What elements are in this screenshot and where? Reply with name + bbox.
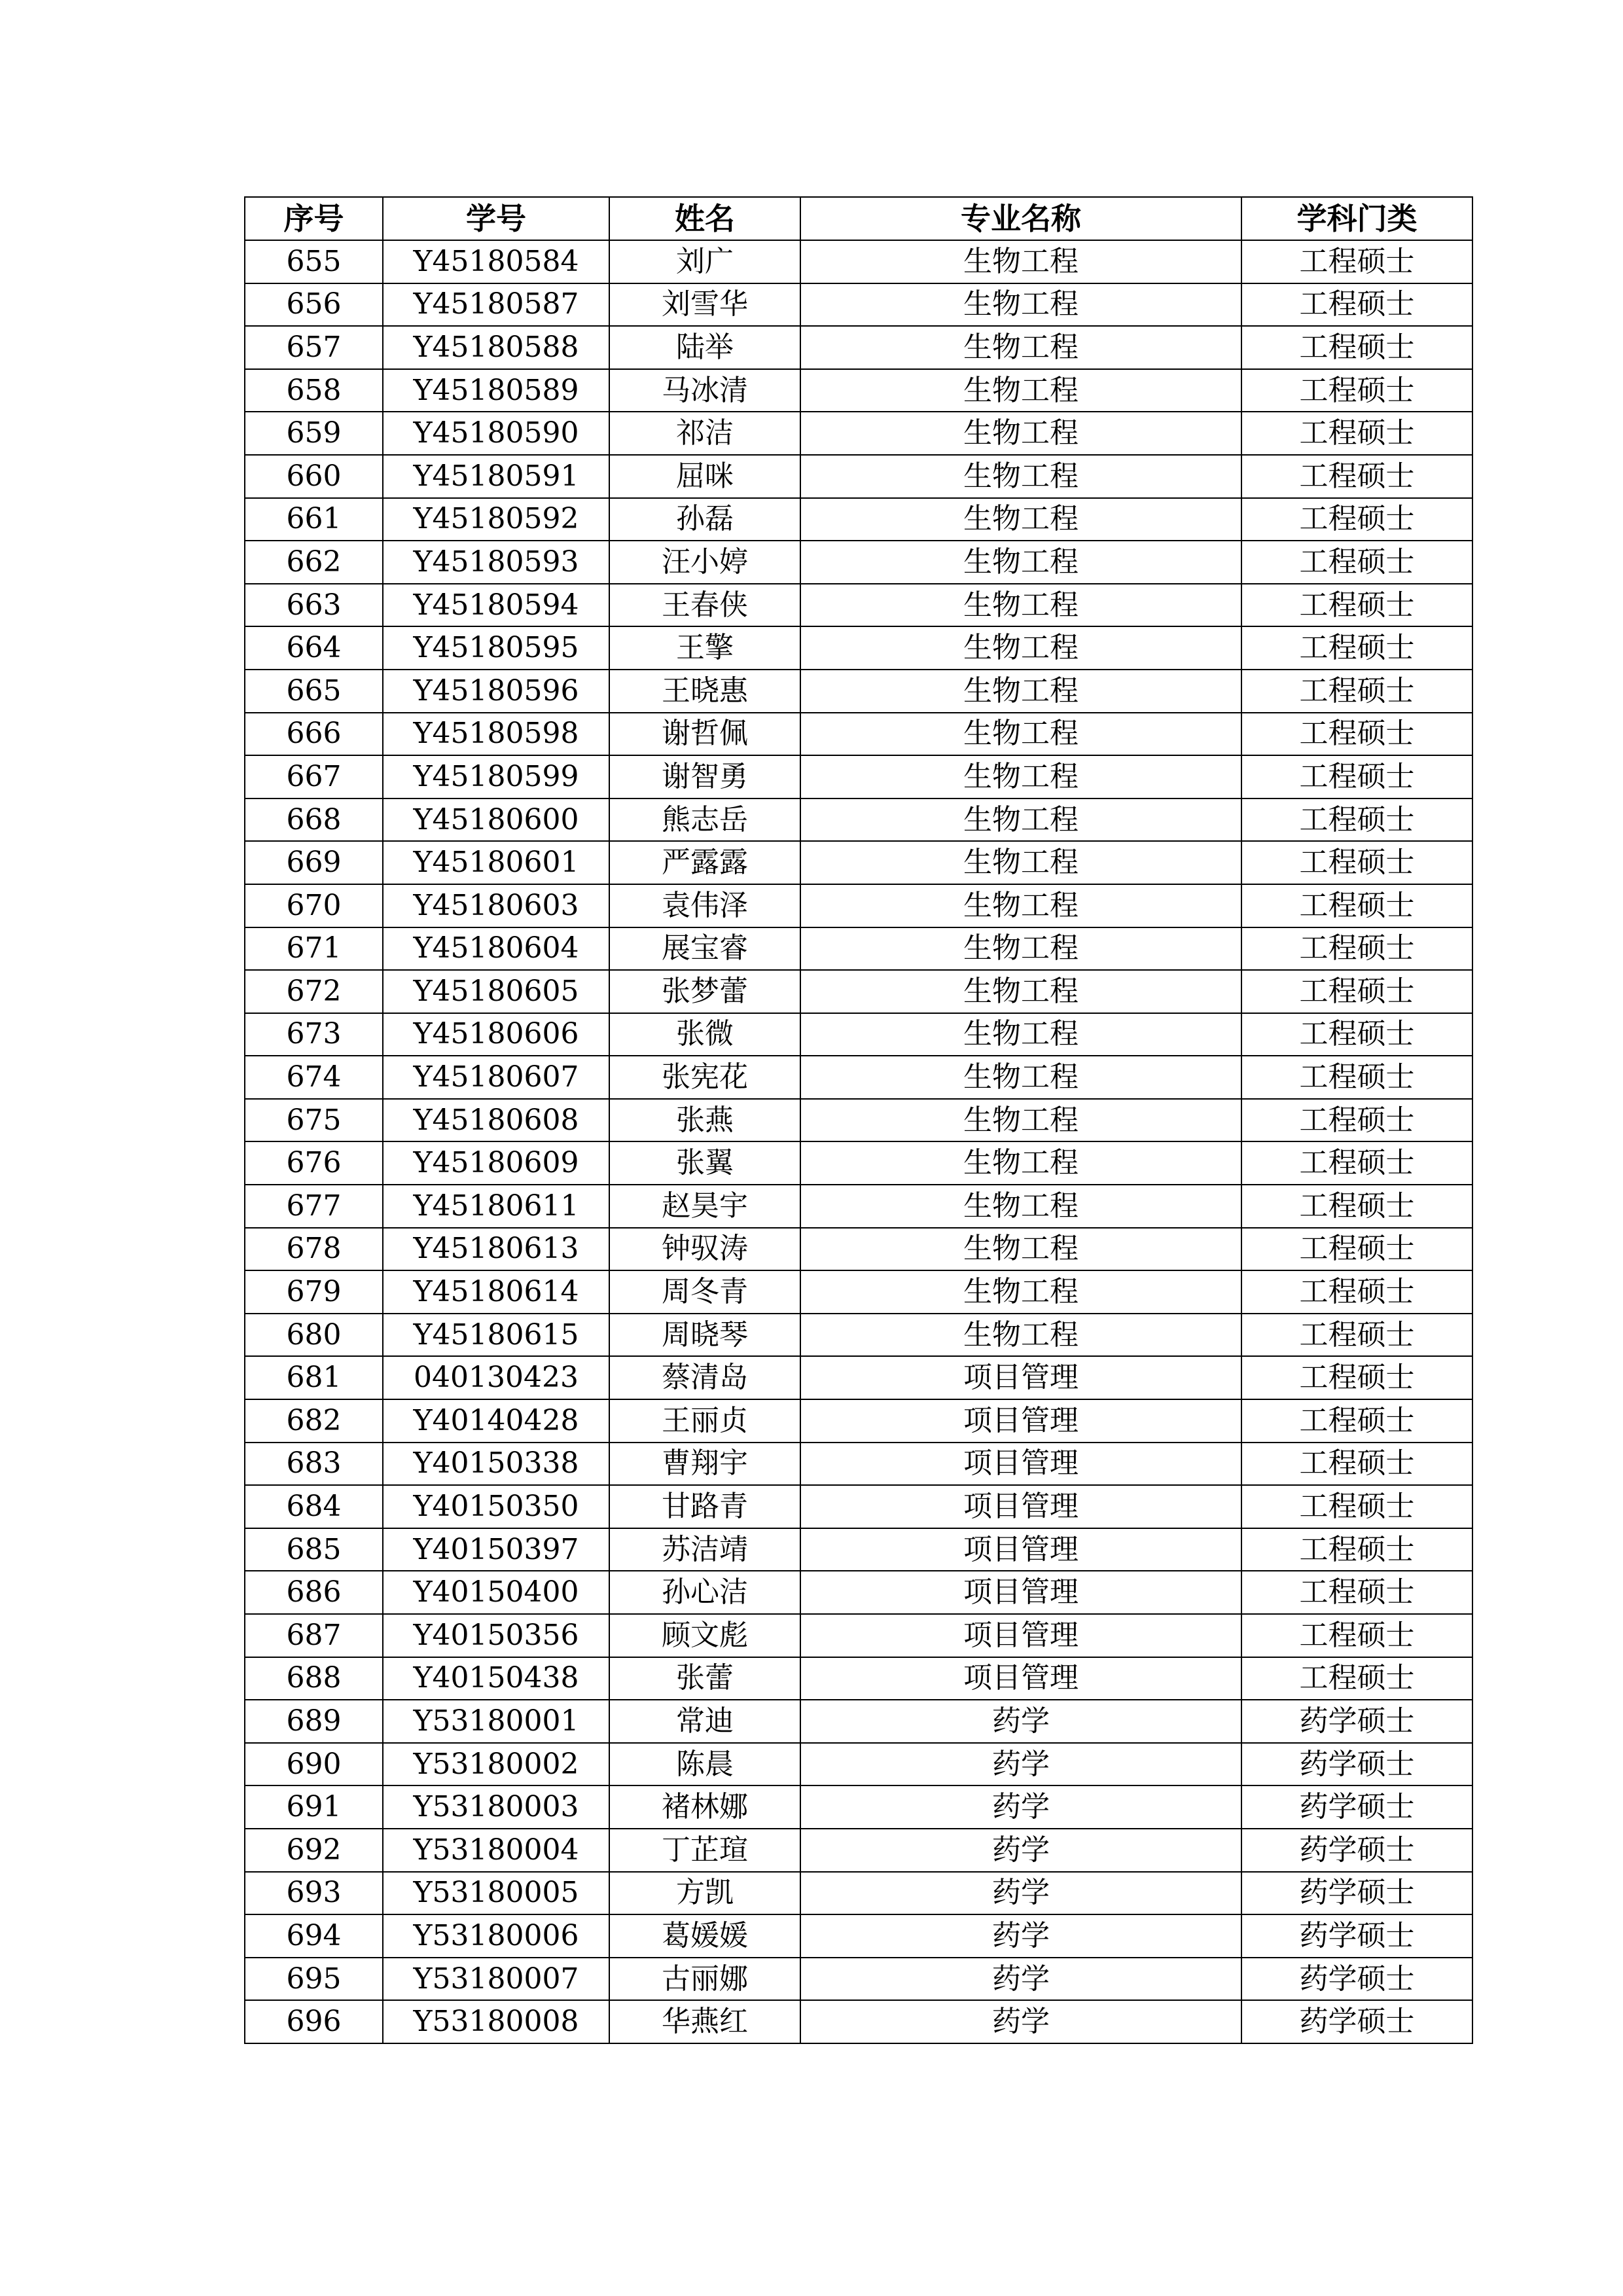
table-row <box>245 412 1472 455</box>
cell-student-id: Y45180606 <box>383 1013 609 1056</box>
table-row <box>245 670 1472 713</box>
cell-category: 工程硕士 <box>1241 670 1472 713</box>
table-row <box>245 1399 1472 1443</box>
cell-name: 葛媛媛 <box>609 1914 800 1958</box>
cell-seq: 663 <box>245 584 383 627</box>
cell-seq: 671 <box>245 927 383 971</box>
table-row <box>245 1356 1472 1399</box>
cell-name: 陆举 <box>609 326 800 369</box>
table-row <box>245 884 1472 927</box>
cell-category: 工程硕士 <box>1241 369 1472 412</box>
cell-seq: 676 <box>245 1141 383 1185</box>
header-major: 专业名称 <box>800 197 1241 240</box>
cell-major: 生物工程 <box>800 970 1241 1013</box>
cell-category: 工程硕士 <box>1241 1228 1472 1271</box>
cell-student-id: Y53180003 <box>383 1785 609 1829</box>
cell-major: 项目管理 <box>800 1571 1241 1614</box>
cell-name: 曹翔宇 <box>609 1443 800 1486</box>
table-row <box>245 1443 1472 1486</box>
table-header <box>245 197 1472 240</box>
cell-category: 工程硕士 <box>1241 1571 1472 1614</box>
cell-student-id: Y53180001 <box>383 1700 609 1743</box>
cell-category: 工程硕士 <box>1241 1528 1472 1571</box>
cell-name: 刘广 <box>609 240 800 283</box>
cell-category: 工程硕士 <box>1241 1657 1472 1700</box>
table-row <box>245 369 1472 412</box>
cell-major: 生物工程 <box>800 713 1241 756</box>
cell-category: 工程硕士 <box>1241 1099 1472 1142</box>
table-row <box>245 455 1472 498</box>
cell-seq: 694 <box>245 1914 383 1958</box>
cell-category: 工程硕士 <box>1241 1185 1472 1228</box>
table-row <box>245 626 1472 670</box>
cell-category: 工程硕士 <box>1241 1614 1472 1657</box>
cell-student-id: Y53180005 <box>383 1872 609 1915</box>
cell-category: 工程硕士 <box>1241 498 1472 541</box>
cell-major: 药学 <box>800 1958 1241 2001</box>
cell-name: 甘路青 <box>609 1485 800 1528</box>
cell-seq: 688 <box>245 1657 383 1700</box>
table-row <box>245 1013 1472 1056</box>
cell-student-id: Y45180596 <box>383 670 609 713</box>
cell-name: 华燕红 <box>609 2000 800 2043</box>
table-row <box>245 1700 1472 1743</box>
cell-name: 张微 <box>609 1013 800 1056</box>
table-row <box>245 1657 1472 1700</box>
cell-seq: 674 <box>245 1056 383 1099</box>
cell-major: 生物工程 <box>800 755 1241 798</box>
table-row <box>245 1141 1472 1185</box>
table-row <box>245 1785 1472 1829</box>
cell-category: 工程硕士 <box>1241 1314 1472 1357</box>
cell-seq: 690 <box>245 1743 383 1786</box>
table-row <box>245 1958 1472 2001</box>
cell-name: 祁洁 <box>609 412 800 455</box>
cell-category: 药学硕士 <box>1241 1872 1472 1915</box>
cell-seq: 680 <box>245 1314 383 1357</box>
cell-category: 工程硕士 <box>1241 1013 1472 1056</box>
cell-category: 工程硕士 <box>1241 1356 1472 1399</box>
table-row <box>245 1185 1472 1228</box>
cell-student-id: Y45180593 <box>383 541 609 584</box>
cell-seq: 670 <box>245 884 383 927</box>
cell-category: 工程硕士 <box>1241 584 1472 627</box>
cell-major: 生物工程 <box>800 584 1241 627</box>
cell-major: 项目管理 <box>800 1657 1241 1700</box>
table-row <box>245 1270 1472 1314</box>
table-body <box>245 240 1472 2043</box>
cell-seq: 696 <box>245 2000 383 2043</box>
cell-major: 生物工程 <box>800 1099 1241 1142</box>
cell-category: 药学硕士 <box>1241 1700 1472 1743</box>
header-seq: 序号 <box>245 197 383 240</box>
cell-student-id: Y45180598 <box>383 713 609 756</box>
cell-student-id: Y45180590 <box>383 412 609 455</box>
cell-seq: 665 <box>245 670 383 713</box>
cell-seq: 673 <box>245 1013 383 1056</box>
table-row <box>245 1099 1472 1142</box>
cell-major: 生物工程 <box>800 1270 1241 1314</box>
cell-major: 生物工程 <box>800 841 1241 884</box>
cell-seq: 682 <box>245 1399 383 1443</box>
cell-seq: 683 <box>245 1443 383 1486</box>
cell-major: 项目管理 <box>800 1485 1241 1528</box>
cell-student-id: Y53180007 <box>383 1958 609 2001</box>
cell-category: 工程硕士 <box>1241 1485 1472 1528</box>
cell-student-id: Y45180613 <box>383 1228 609 1271</box>
cell-seq: 659 <box>245 412 383 455</box>
cell-category: 药学硕士 <box>1241 1829 1472 1872</box>
cell-major: 生物工程 <box>800 240 1241 283</box>
cell-student-id: Y45180584 <box>383 240 609 283</box>
cell-student-id: Y45180615 <box>383 1314 609 1357</box>
cell-name: 王擎 <box>609 626 800 670</box>
cell-name: 古丽娜 <box>609 1958 800 2001</box>
table-row <box>245 1872 1472 1915</box>
cell-seq: 658 <box>245 369 383 412</box>
cell-name: 熊志岳 <box>609 798 800 842</box>
cell-student-id: Y45180587 <box>383 283 609 327</box>
cell-category: 药学硕士 <box>1241 2000 1472 2043</box>
cell-seq: 691 <box>245 1785 383 1829</box>
table-row <box>245 841 1472 884</box>
cell-major: 生物工程 <box>800 1013 1241 1056</box>
table-row <box>245 1528 1472 1571</box>
cell-seq: 664 <box>245 626 383 670</box>
cell-student-id: Y45180595 <box>383 626 609 670</box>
cell-student-id: Y53180006 <box>383 1914 609 1958</box>
cell-name: 褚林娜 <box>609 1785 800 1829</box>
student-roster-table <box>244 196 1473 2044</box>
cell-student-id: Y45180611 <box>383 1185 609 1228</box>
cell-name: 蔡清岛 <box>609 1356 800 1399</box>
cell-major: 项目管理 <box>800 1528 1241 1571</box>
cell-name: 汪小婷 <box>609 541 800 584</box>
cell-seq: 662 <box>245 541 383 584</box>
table-row <box>245 1914 1472 1958</box>
cell-seq: 656 <box>245 283 383 327</box>
cell-student-id: Y40150356 <box>383 1614 609 1657</box>
cell-major: 药学 <box>800 1743 1241 1786</box>
cell-name: 赵昊宇 <box>609 1185 800 1228</box>
table-row <box>245 1485 1472 1528</box>
cell-student-id: Y45180609 <box>383 1141 609 1185</box>
header-student-id: 学号 <box>383 197 609 240</box>
header-category: 学科门类 <box>1241 197 1472 240</box>
cell-name: 王春侠 <box>609 584 800 627</box>
cell-student-id: Y45180614 <box>383 1270 609 1314</box>
cell-seq: 675 <box>245 1099 383 1142</box>
table-row <box>245 1314 1472 1357</box>
cell-major: 生物工程 <box>800 455 1241 498</box>
cell-seq: 677 <box>245 1185 383 1228</box>
cell-category: 工程硕士 <box>1241 1056 1472 1099</box>
cell-major: 生物工程 <box>800 326 1241 369</box>
cell-name: 周冬青 <box>609 1270 800 1314</box>
cell-name: 张蕾 <box>609 1657 800 1700</box>
cell-name: 张翼 <box>609 1141 800 1185</box>
cell-major: 项目管理 <box>800 1399 1241 1443</box>
cell-seq: 687 <box>245 1614 383 1657</box>
cell-student-id: Y53180002 <box>383 1743 609 1786</box>
cell-name: 谢智勇 <box>609 755 800 798</box>
cell-seq: 684 <box>245 1485 383 1528</box>
cell-student-id: Y45180605 <box>383 970 609 1013</box>
table-row <box>245 1614 1472 1657</box>
cell-category: 工程硕士 <box>1241 1443 1472 1486</box>
table-row <box>245 1829 1472 1872</box>
cell-category: 工程硕士 <box>1241 927 1472 971</box>
cell-student-id: Y40150350 <box>383 1485 609 1528</box>
cell-student-id: Y40140428 <box>383 1399 609 1443</box>
table-row <box>245 970 1472 1013</box>
cell-name: 顾文彪 <box>609 1614 800 1657</box>
table-row <box>245 1571 1472 1614</box>
table-row <box>245 927 1472 971</box>
cell-category: 药学硕士 <box>1241 1958 1472 2001</box>
cell-major: 生物工程 <box>800 1056 1241 1099</box>
cell-student-id: Y45180588 <box>383 326 609 369</box>
cell-name: 钟驭涛 <box>609 1228 800 1271</box>
cell-seq: 672 <box>245 970 383 1013</box>
cell-major: 生物工程 <box>800 1228 1241 1271</box>
cell-major: 项目管理 <box>800 1443 1241 1486</box>
cell-major: 生物工程 <box>800 1185 1241 1228</box>
cell-category: 工程硕士 <box>1241 455 1472 498</box>
cell-category: 药学硕士 <box>1241 1785 1472 1829</box>
cell-seq: 669 <box>245 841 383 884</box>
cell-student-id: Y45180604 <box>383 927 609 971</box>
table-row <box>245 584 1472 627</box>
cell-major: 项目管理 <box>800 1614 1241 1657</box>
cell-student-id: Y45180608 <box>383 1099 609 1142</box>
cell-seq: 661 <box>245 498 383 541</box>
cell-seq: 686 <box>245 1571 383 1614</box>
cell-seq: 693 <box>245 1872 383 1915</box>
cell-seq: 655 <box>245 240 383 283</box>
cell-category: 工程硕士 <box>1241 713 1472 756</box>
cell-name: 严露露 <box>609 841 800 884</box>
cell-student-id: Y45180591 <box>383 455 609 498</box>
cell-category: 工程硕士 <box>1241 841 1472 884</box>
cell-major: 生物工程 <box>800 283 1241 327</box>
cell-category: 药学硕士 <box>1241 1743 1472 1786</box>
cell-student-id: Y40150338 <box>383 1443 609 1486</box>
cell-name: 屈咪 <box>609 455 800 498</box>
cell-name: 孙磊 <box>609 498 800 541</box>
cell-seq: 667 <box>245 755 383 798</box>
cell-seq: 660 <box>245 455 383 498</box>
cell-name: 苏洁靖 <box>609 1528 800 1571</box>
table-row <box>245 326 1472 369</box>
table-row <box>245 1228 1472 1271</box>
cell-name: 张梦蕾 <box>609 970 800 1013</box>
table-row <box>245 240 1472 283</box>
cell-name: 张燕 <box>609 1099 800 1142</box>
cell-major: 生物工程 <box>800 369 1241 412</box>
cell-category: 工程硕士 <box>1241 412 1472 455</box>
cell-name: 孙心洁 <box>609 1571 800 1614</box>
cell-seq: 668 <box>245 798 383 842</box>
cell-major: 生物工程 <box>800 927 1241 971</box>
table-row <box>245 1056 1472 1099</box>
cell-name: 陈晨 <box>609 1743 800 1786</box>
cell-major: 项目管理 <box>800 1356 1241 1399</box>
table-row <box>245 755 1472 798</box>
cell-student-id: Y40150438 <box>383 1657 609 1700</box>
cell-seq: 689 <box>245 1700 383 1743</box>
cell-category: 工程硕士 <box>1241 798 1472 842</box>
cell-student-id: 040130423 <box>383 1356 609 1399</box>
cell-seq: 681 <box>245 1356 383 1399</box>
cell-category: 工程硕士 <box>1241 326 1472 369</box>
cell-name: 刘雪华 <box>609 283 800 327</box>
cell-seq: 695 <box>245 1958 383 2001</box>
cell-major: 药学 <box>800 1914 1241 1958</box>
cell-seq: 685 <box>245 1528 383 1571</box>
table-row <box>245 498 1472 541</box>
cell-category: 工程硕士 <box>1241 541 1472 584</box>
cell-name: 谢哲佩 <box>609 713 800 756</box>
cell-major: 生物工程 <box>800 798 1241 842</box>
cell-student-id: Y45180603 <box>383 884 609 927</box>
cell-student-id: Y40150397 <box>383 1528 609 1571</box>
cell-seq: 666 <box>245 713 383 756</box>
cell-name: 张宪花 <box>609 1056 800 1099</box>
cell-major: 药学 <box>800 1700 1241 1743</box>
cell-major: 生物工程 <box>800 1314 1241 1357</box>
cell-student-id: Y45180601 <box>383 841 609 884</box>
cell-major: 药学 <box>800 1872 1241 1915</box>
cell-major: 生物工程 <box>800 626 1241 670</box>
table-row <box>245 283 1472 327</box>
cell-name: 展宝睿 <box>609 927 800 971</box>
cell-major: 生物工程 <box>800 541 1241 584</box>
cell-student-id: Y40150400 <box>383 1571 609 1614</box>
table-row <box>245 713 1472 756</box>
cell-category: 工程硕士 <box>1241 755 1472 798</box>
cell-name: 方凯 <box>609 1872 800 1915</box>
cell-name: 袁伟泽 <box>609 884 800 927</box>
cell-category: 药学硕士 <box>1241 1914 1472 1958</box>
cell-student-id: Y45180589 <box>383 369 609 412</box>
table-row <box>245 1743 1472 1786</box>
cell-category: 工程硕士 <box>1241 1270 1472 1314</box>
cell-major: 生物工程 <box>800 884 1241 927</box>
cell-name: 常迪 <box>609 1700 800 1743</box>
cell-name: 王晓惠 <box>609 670 800 713</box>
cell-category: 工程硕士 <box>1241 240 1472 283</box>
cell-major: 药学 <box>800 2000 1241 2043</box>
cell-category: 工程硕士 <box>1241 970 1472 1013</box>
cell-category: 工程硕士 <box>1241 626 1472 670</box>
cell-student-id: Y45180607 <box>383 1056 609 1099</box>
cell-category: 工程硕士 <box>1241 283 1472 327</box>
cell-category: 工程硕士 <box>1241 1399 1472 1443</box>
header-row <box>245 197 1472 240</box>
cell-major: 生物工程 <box>800 412 1241 455</box>
cell-seq: 679 <box>245 1270 383 1314</box>
cell-student-id: Y45180600 <box>383 798 609 842</box>
cell-major: 药学 <box>800 1785 1241 1829</box>
cell-seq: 657 <box>245 326 383 369</box>
table-row <box>245 541 1472 584</box>
cell-student-id: Y53180008 <box>383 2000 609 2043</box>
cell-major: 生物工程 <box>800 670 1241 713</box>
cell-name: 王丽贞 <box>609 1399 800 1443</box>
cell-student-id: Y53180004 <box>383 1829 609 1872</box>
cell-category: 工程硕士 <box>1241 884 1472 927</box>
cell-student-id: Y45180592 <box>383 498 609 541</box>
table-row <box>245 2000 1472 2043</box>
cell-student-id: Y45180594 <box>383 584 609 627</box>
header-name: 姓名 <box>609 197 800 240</box>
table-row <box>245 798 1472 842</box>
cell-major: 药学 <box>800 1829 1241 1872</box>
cell-major: 生物工程 <box>800 498 1241 541</box>
cell-major: 生物工程 <box>800 1141 1241 1185</box>
cell-seq: 678 <box>245 1228 383 1271</box>
cell-category: 工程硕士 <box>1241 1141 1472 1185</box>
cell-name: 马冰清 <box>609 369 800 412</box>
cell-seq: 692 <box>245 1829 383 1872</box>
cell-name: 丁芷瑄 <box>609 1829 800 1872</box>
cell-student-id: Y45180599 <box>383 755 609 798</box>
cell-name: 周晓琴 <box>609 1314 800 1357</box>
